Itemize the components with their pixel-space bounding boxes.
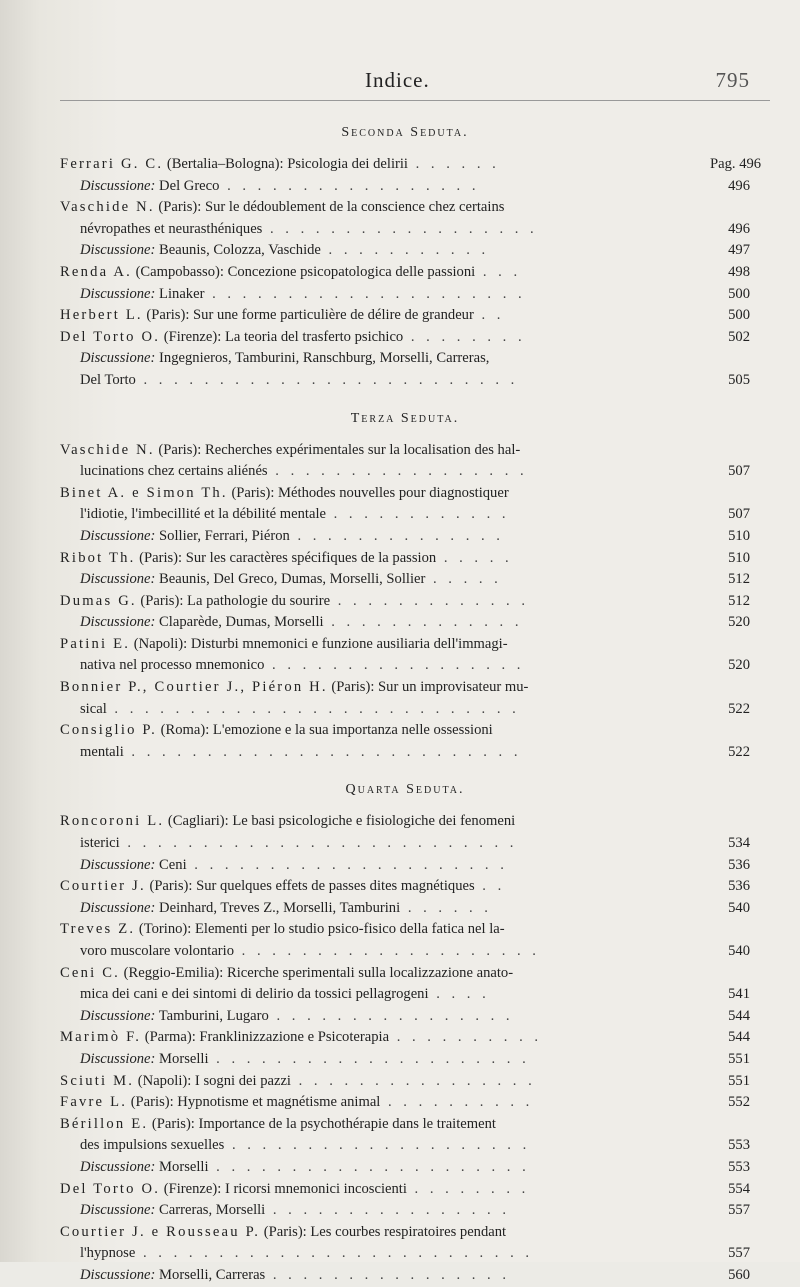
entry-line — [60, 898, 750, 920]
dot-leader: . . . . . . . . . . — [380, 1094, 534, 1111]
index-entry — [60, 634, 750, 677]
entry-text: (Bertalia–Bologna): Psicologia dei delirii — [163, 156, 408, 172]
index-entry — [60, 1157, 750, 1179]
index-entry — [60, 305, 750, 327]
entry-text: Claparède, Dumas, Morselli — [155, 614, 324, 631]
entry-text: Ceni — [155, 856, 187, 873]
index-entry — [60, 898, 750, 920]
dot-leader: . . . . . . — [407, 156, 500, 172]
entry-author: Herbert L. — [60, 307, 143, 324]
entry-text: (Parma): Franklinizzazione e Psicoterapia — [141, 1029, 390, 1046]
entry-text: Ingegnieros, Tamburini, Ranschburg, Morselli, Carreras, — [155, 350, 490, 367]
dot-leader: . . . . . . . . . . . . . . . . . . — [262, 220, 538, 237]
entry-line — [60, 699, 750, 721]
entry-page-number: 553 — [728, 1158, 750, 1175]
index-entry — [60, 876, 750, 898]
entry-page-number: Pag. 496 — [710, 156, 762, 172]
entry-text: Morselli, Carreras — [155, 1266, 266, 1283]
discussion-label: Discussione: — [80, 1050, 156, 1067]
entry-line — [60, 526, 750, 548]
discussion-label: Discussione: — [80, 899, 156, 916]
entry-line — [60, 742, 750, 764]
discussion-label: Discussione: — [80, 350, 156, 367]
dot-leader: . . . . . . . . . . . . . . . . — [268, 1007, 514, 1024]
index-entry — [60, 240, 750, 262]
dot-leader: . . . . . . . . — [406, 1180, 530, 1197]
discussion-label: Discussione: — [80, 177, 156, 194]
dot-leader: . . . . . . . . . . . . . . . . — [265, 1202, 510, 1219]
entry-line — [60, 963, 750, 985]
entry-page-number: 557 — [728, 1245, 750, 1262]
entry-line — [60, 1157, 750, 1179]
index-entry — [60, 811, 750, 854]
index-entry — [60, 1027, 750, 1049]
entry-text: (Reggio-Emilia): Ricerche sperimentali sulla localizzazione anato- — [120, 964, 514, 981]
page-number: 795 — [715, 68, 750, 92]
dot-leader: . . . . — [428, 986, 490, 1003]
dot-leader: . . . . . . . . . . . . . . . . — [265, 1266, 510, 1283]
entry-text: (Campobasso): Concezione psicopatologica delle passioni — [131, 263, 476, 280]
entry-line — [60, 548, 750, 570]
entry-text: Del Greco — [155, 177, 220, 194]
entry-page-number: 502 — [728, 328, 750, 345]
entry-page-number: 551 — [728, 1072, 750, 1089]
entry-author: Courtier J. e Rousseau P. — [60, 1223, 261, 1240]
index-entry — [60, 526, 750, 548]
entry-text: Del Torto — [80, 371, 136, 388]
entry-text: sical — [80, 700, 107, 717]
entry-text: (Cagliari): Le basi psicologiche e fisiologiche dei fenomeni — [164, 813, 516, 830]
entry-page-number: 522 — [728, 700, 750, 717]
index-entry — [60, 284, 750, 306]
entry-page-number: 557 — [728, 1202, 750, 1219]
entry-page-number: 536 — [728, 856, 750, 873]
entry-line — [60, 855, 750, 877]
dot-leader: . . . . . . . . . . . . . . — [289, 527, 504, 544]
entry-author: Marimò F. — [60, 1029, 142, 1046]
discussion-label: Discussione: — [80, 571, 156, 588]
entry-text: (Paris): Sur le dédoublement de la conscience chez certains — [154, 199, 505, 216]
dot-leader: . . — [473, 307, 505, 324]
entry-text: (Paris): Recherches expérimentales sur la localisation des hal- — [154, 441, 521, 458]
entry-line — [60, 348, 750, 370]
entry-author: Del Torto O. — [60, 1180, 161, 1197]
entry-page-number: 536 — [728, 878, 750, 895]
entry-line — [60, 197, 750, 219]
dot-leader: . . . . . . . . . . . . . . . . . . . . — [224, 1137, 531, 1154]
index-entry — [60, 1265, 750, 1287]
entry-author: Consiglio P. — [60, 722, 157, 739]
dot-leader: . . . . . . . . . . . . . . . . . . . . . . . . . — [135, 371, 519, 388]
entry-text: (Napoli): I sogni dei pazzi — [134, 1072, 291, 1089]
entry-author: Treves Z. — [60, 921, 136, 938]
dot-leader: . . . . . . . . . . . . . . . . . . . . . . . . . . . — [106, 700, 520, 717]
entry-text: mentali — [80, 743, 124, 760]
index-entry — [60, 1049, 750, 1071]
entry-line — [60, 1006, 750, 1028]
index-entry — [60, 591, 750, 613]
entry-line — [60, 1265, 750, 1287]
running-title: Indice. — [365, 68, 430, 92]
dot-leader: . . . . . — [425, 571, 502, 588]
entry-text: isterici — [80, 835, 120, 852]
entry-author: Bonnier P., Courtier J., Piéron H. — [60, 679, 328, 696]
discussion-label: Discussione: — [80, 1007, 156, 1024]
entry-page-number: 497 — [728, 242, 750, 259]
dot-leader: . . . . . . . . . . . . . . . . . . . . . — [186, 856, 508, 873]
entry-text: (Torino): Elementi per lo studio psico-fisico della fatica nel la- — [135, 921, 505, 938]
entry-line — [60, 461, 750, 483]
entry-page-number: 512 — [728, 571, 750, 588]
entry-author: Roncoroni L. — [60, 813, 165, 830]
index-entry — [60, 176, 750, 198]
discussion-label: Discussione: — [80, 527, 156, 544]
dot-leader: . . . . . . . . . . . . . . . . . . . . — [234, 943, 540, 959]
dot-leader: . . — [474, 878, 506, 895]
entry-line — [60, 284, 750, 306]
index-entry — [60, 612, 750, 634]
entry-page-number: 541 — [728, 986, 750, 1003]
entry-page-number: 505 — [728, 371, 750, 388]
entry-line — [60, 876, 750, 898]
entry-author: Vaschide N. — [60, 199, 155, 216]
entry-text: (Firenze): La teoria del trasferto psichico — [160, 328, 404, 345]
entry-line — [60, 941, 750, 963]
entry-page-number: 553 — [728, 1137, 750, 1154]
entry-text: Morselli — [155, 1050, 209, 1067]
section-title: Terza Seduta. — [350, 410, 460, 426]
entry-author: Binet A. e Simon Th. — [60, 484, 228, 501]
discussion-label: Discussione: — [80, 285, 156, 302]
dot-leader: . . . . . . . . . . . . . . . . . . . . . . . . . . — [135, 1245, 534, 1262]
dot-leader: . . . . . . . . . . . . . — [330, 592, 529, 609]
index-entry — [60, 1071, 750, 1093]
entry-line — [60, 1179, 750, 1201]
entry-text: (Paris): Les courbes respiratoires pendant — [260, 1223, 507, 1240]
entry-line — [60, 1092, 750, 1114]
dot-leader: . . . . . . . . . . . . . . . . . — [264, 657, 525, 674]
entry-page-number: 560 — [728, 1266, 750, 1283]
discussion-label: Discussione: — [80, 1266, 156, 1283]
entry-text: (Napoli): Disturbi mnemonici e funzione ausiliaria dell'immagi- — [130, 635, 508, 652]
entry-text: Carreras, Morselli — [155, 1202, 266, 1219]
entry-page-number: 496 — [728, 177, 750, 194]
dot-leader: . . . . . . . . . . . . . — [323, 614, 523, 631]
entry-line — [60, 569, 750, 591]
dot-leader: . . . . . — [436, 549, 513, 566]
dot-leader: . . . . . . . . . . . . . . . . . . . . . — [208, 1158, 530, 1175]
index-entry — [60, 327, 750, 349]
entry-page-number: 544 — [728, 1007, 750, 1024]
entry-line — [60, 720, 750, 742]
entry-line — [60, 483, 750, 505]
index-entry — [60, 483, 750, 526]
entry-line — [60, 1049, 750, 1071]
entry-line — [60, 440, 750, 462]
entry-page-number: 534 — [728, 835, 750, 852]
dot-leader: . . . . . . . . — [403, 328, 526, 345]
dot-leader: . . . . . . . . . . . . . . . . . — [219, 177, 480, 194]
entry-page-number: 500 — [728, 285, 750, 302]
dot-leader: . . . . . . . . . . . . — [325, 506, 510, 523]
entry-line — [60, 327, 750, 349]
dot-leader: . . . . . . . . . . . . . . . . . — [267, 463, 528, 480]
entry-text: voro muscolare volontario — [80, 943, 235, 959]
entry-text: l'hypnose — [80, 1245, 136, 1262]
index-entry — [60, 963, 750, 1006]
index-entry — [60, 1179, 750, 1201]
section-title: Seconda Seduta. — [341, 125, 469, 140]
discussion-label: Discussione: — [80, 1158, 156, 1175]
index-content — [60, 122, 762, 1287]
entry-page-number: 520 — [728, 614, 750, 631]
entry-page-number: 510 — [728, 549, 750, 566]
index-entry — [60, 1114, 750, 1157]
entry-page-number: 507 — [728, 463, 750, 480]
entry-line — [60, 1222, 750, 1244]
entry-text: Sollier, Ferrari, Piéron — [155, 527, 290, 544]
section-title: Quarta Seduta. — [345, 782, 465, 798]
discussion-label: Discussione: — [80, 614, 156, 631]
running-header — [60, 68, 770, 96]
entry-text: Beaunis, Colozza, Vaschide — [155, 242, 321, 259]
entry-author: Patini E. — [60, 635, 131, 652]
dot-leader: . . . — [475, 263, 522, 280]
entry-line — [60, 1114, 750, 1136]
entry-text: (Paris): Sur les caractères spécifiques de la passion — [135, 549, 437, 566]
index-entry — [60, 1200, 750, 1222]
entry-text: (Paris): Méthodes nouvelles pour diagnostiquer — [227, 484, 509, 501]
entry-text: Tamburini, Lugaro — [155, 1007, 269, 1024]
dot-leader: . . . . . . . . . . — [389, 1029, 543, 1046]
index-entry — [60, 919, 750, 962]
entry-line — [60, 305, 750, 327]
entry-line — [60, 154, 762, 176]
entry-line — [60, 811, 750, 833]
discussion-label: Discussione: — [80, 242, 156, 259]
dot-leader: . . . . . . . . . . . . . . . . . . . . . . . . . . — [119, 835, 518, 852]
entry-page-number: 554 — [728, 1180, 750, 1197]
entry-text: (Paris): Sur quelques effets de passes dites magnétiques — [145, 878, 475, 895]
entry-text: (Roma): L'emozione e la sua importanza nelle ossessioni — [156, 722, 493, 739]
dot-leader: . . . . . . — [400, 899, 492, 916]
entry-author: Dumas G. — [60, 592, 137, 609]
entry-line — [60, 612, 750, 634]
entry-author: Ferrari G. C. — [60, 156, 164, 172]
entry-line — [60, 655, 750, 677]
dot-leader: . . . . . . . . . . . . . . . . . . . . . — [204, 285, 526, 302]
entry-line — [60, 1027, 750, 1049]
entry-line — [60, 504, 750, 526]
entry-line — [60, 1200, 750, 1222]
entry-page-number: 510 — [728, 527, 750, 544]
entry-text: (Paris): Hypnotisme et magnétisme animal — [127, 1094, 381, 1111]
entry-line — [60, 833, 750, 855]
dot-leader: . . . . . . . . . . . — [320, 242, 490, 259]
entry-author: Ceni C. — [60, 964, 120, 981]
entry-page-number: 498 — [728, 263, 750, 280]
entry-page-number: 544 — [728, 1029, 750, 1046]
index-entry — [60, 197, 750, 240]
entry-page-number: 540 — [728, 899, 750, 916]
entry-line — [60, 370, 750, 392]
entry-author: Courtier J. — [60, 878, 146, 895]
entry-page-number: 522 — [728, 743, 750, 760]
index-entry — [60, 855, 750, 877]
index-entry — [60, 348, 750, 391]
entry-text: Deinhard, Treves Z., Morselli, Tamburini — [155, 899, 401, 916]
entry-author: Del Torto O. — [60, 328, 161, 345]
entry-page-number: 540 — [728, 943, 750, 959]
entry-author: Sciuti M. — [60, 1072, 135, 1089]
dot-leader: . . . . . . . . . . . . . . . . . . . . . . . . . . — [123, 743, 522, 760]
entry-line — [60, 984, 750, 1006]
index-entry — [60, 677, 750, 720]
entry-text: Linaker — [155, 285, 205, 302]
entry-text: (Paris): Importance de la psychothérapie dans le traitement — [148, 1115, 496, 1132]
entry-page-number: 507 — [728, 506, 750, 523]
entry-author: Bérillon E. — [60, 1115, 149, 1132]
index-entry — [60, 569, 750, 591]
entry-page-number: 500 — [728, 307, 750, 324]
entry-line — [60, 919, 750, 941]
entry-line — [60, 677, 750, 699]
index-entry — [60, 1092, 750, 1114]
entry-text: (Paris): La pathologie du sourire — [136, 592, 331, 609]
entry-line — [60, 1135, 750, 1157]
entry-text: (Paris): Sur une forme particulière de délire de grandeur — [142, 307, 474, 324]
entry-text: (Firenze): I ricorsi mnemonici incoscienti — [160, 1180, 407, 1197]
entry-text: névropathes et neurasthéniques — [80, 220, 263, 237]
entry-author: Ribot Th. — [60, 549, 136, 566]
entry-text: des impulsions sexuelles — [80, 1137, 225, 1154]
index-entry — [60, 154, 762, 176]
entry-line — [60, 591, 750, 613]
discussion-label: Discussione: — [80, 1202, 156, 1219]
entry-line — [60, 1071, 750, 1093]
entry-author: Vaschide N. — [60, 441, 155, 458]
index-entry — [60, 548, 750, 570]
entry-page-number: 552 — [728, 1094, 750, 1111]
entry-line — [60, 219, 750, 241]
entry-page-number: 520 — [728, 657, 750, 674]
header-rule — [60, 100, 770, 101]
dot-leader: . . . . . . . . . . . . . . . . — [290, 1072, 536, 1089]
index-entry — [60, 262, 750, 284]
entry-text: l'idiotie, l'imbecillité et la débilité mentale — [80, 506, 326, 523]
entry-author: Favre L. — [60, 1094, 128, 1111]
index-entry — [60, 440, 750, 483]
entry-line — [60, 262, 750, 284]
entry-line — [60, 176, 750, 198]
index-entry — [60, 720, 750, 763]
entry-page-number: 496 — [728, 220, 750, 237]
dot-leader: . . . . . . . . . . . . . . . . . . . . . — [208, 1050, 530, 1067]
entry-text: mica dei cani e dei sintomi di delirio da tossici pellagrogeni — [80, 986, 429, 1003]
entry-page-number: 551 — [728, 1050, 750, 1067]
discussion-label: Discussione: — [80, 856, 156, 873]
entry-text: Beaunis, Del Greco, Dumas, Morselli, Sollier — [155, 571, 426, 588]
entry-text: nativa nel processo mnemonico — [80, 657, 265, 674]
entry-text: lucinations chez certains aliénés — [80, 463, 268, 480]
entry-text: Morselli — [155, 1158, 209, 1175]
index-entry — [60, 1006, 750, 1028]
index-entry — [60, 1222, 750, 1265]
entry-author: Renda A. — [60, 263, 132, 280]
entry-line — [60, 634, 750, 656]
entry-line — [60, 240, 750, 262]
entry-page-number: 512 — [728, 592, 750, 609]
entry-text: (Paris): Sur un improvisateur mu- — [327, 679, 529, 696]
